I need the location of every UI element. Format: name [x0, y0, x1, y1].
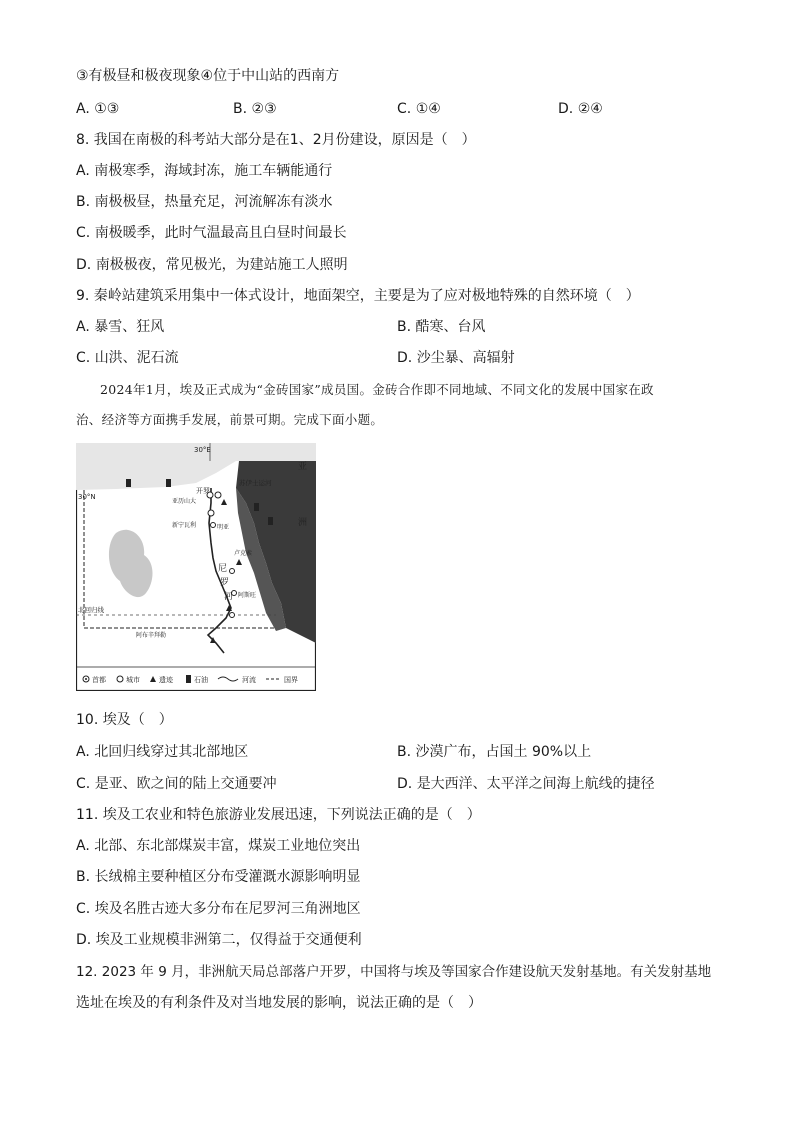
q11-option-d [76, 930, 362, 950]
oil-legend-icon [186, 675, 191, 683]
option-text: ②④ [577, 101, 603, 117]
option-text: 酷寒、台风 [415, 319, 486, 335]
q7-statements: ③有极昼和极夜现象④位于中山站的西南方 [76, 68, 340, 84]
q11-option-a [76, 836, 360, 856]
city-marker [230, 569, 235, 574]
q8-option-d [76, 255, 348, 275]
q12-stem-line-2: 选址在埃及的有利条件及对当地发展的影响，说法正确的是（ ） [76, 995, 482, 1011]
capital-legend-dot [85, 678, 87, 680]
q11-option-b [76, 867, 361, 887]
option-label: D. [76, 932, 92, 948]
option-text: 南极极夜，常见极光，为建站施工人照明 [95, 257, 348, 273]
legend-capital: 首都 [92, 676, 106, 684]
city-label: 新宁瓦利 [172, 522, 197, 529]
q7-option-d [558, 99, 603, 119]
option-label: A. [76, 838, 90, 854]
q9-option-b [397, 317, 486, 337]
q7-option-c [397, 99, 441, 119]
option-label: D. [397, 350, 413, 366]
option-text: 北回归线穿过其北部地区 [94, 744, 249, 760]
option-text: 暴雪、狂风 [94, 319, 165, 335]
q8-option-a [76, 161, 332, 181]
option-label: A. [76, 319, 90, 335]
legend-heritage: 遗迹 [159, 676, 173, 684]
option-text: 沙漠广布，占国土 90%以上 [415, 744, 592, 760]
city-marker [215, 492, 221, 498]
legend-oil: 石油 [194, 676, 208, 684]
option-label: C. [76, 225, 91, 241]
q10-option-b [397, 742, 591, 762]
option-label: C. [76, 776, 91, 792]
option-label: C. [76, 350, 91, 366]
passage-line-1: 2024年1月，埃及正式成为“金砖国家”成员国。金砖合作即不同地域、不同文化的发展中国家在政 [100, 382, 654, 397]
option-text: 长绒棉主要种植区分布受灌溉水源影响明显 [94, 869, 361, 885]
option-label: A. [76, 163, 90, 179]
q7-option-b [233, 99, 277, 119]
lat-label: 30°N [78, 493, 96, 501]
option-text: 北部、东北部煤炭丰富，煤炭工业地位突出 [94, 838, 361, 854]
option-text: 埃及名胜古迹大多分布在尼罗河三角洲地区 [94, 901, 361, 917]
city-marker [208, 510, 214, 516]
q10-option-d [397, 774, 655, 794]
q9-option-a [76, 317, 164, 337]
q9-option-c [76, 348, 179, 368]
passage-line-2: 治、经济等方面携手发展，前景可期。完成下面小题。 [76, 412, 384, 427]
option-label: B. [397, 744, 412, 760]
q10-option-a [76, 742, 248, 762]
city-label: 阿布辛拜勒 [136, 632, 167, 639]
city-label: 亚历山大 [172, 498, 197, 505]
city-label: 明亚 [217, 524, 230, 531]
q12-stem-line-1: 12. 2023 年 9 月，非洲航天局总部落户开罗，中国将与埃及等国家合作建设航天发射基地。有关发射基地 [76, 964, 712, 980]
q8-stem: 8. 我国在南极的科考站大部分是在1、2月份建设，原因是（ ） [76, 132, 476, 148]
city-label: 开罗 [196, 487, 210, 495]
oil-icon [126, 479, 131, 487]
city-legend-icon [117, 676, 123, 682]
legend-city: 城市 [126, 676, 140, 684]
legend-border: 国界 [284, 676, 298, 684]
option-label: D. [76, 257, 92, 273]
q11-option-c [76, 899, 361, 919]
option-label: B. [76, 869, 91, 885]
oil-icon [268, 517, 273, 525]
q10-option-c [76, 774, 277, 794]
region-label: 罗 [220, 578, 230, 588]
legend-river: 河流 [242, 676, 256, 684]
egypt-map [76, 443, 316, 691]
option-text: ②③ [251, 101, 277, 117]
q8-option-b [76, 192, 333, 212]
option-label: B. [76, 194, 91, 210]
city-label: 苏伊士运河 [239, 479, 272, 487]
option-label: A. [76, 101, 90, 117]
option-label: A. [76, 744, 90, 760]
option-text: 埃及工业规模非洲第二，仅得益于交通便利 [95, 932, 362, 948]
option-text: 是亚、欧之间的陆上交通要冲 [94, 776, 277, 792]
tropic-label: 北回归线 [78, 606, 104, 614]
q11-stem: 11. 埃及工农业和特色旅游业发展迅速，下列说法正确的是（ ） [76, 807, 481, 823]
option-label: C. [397, 101, 412, 117]
q7-option-a [76, 99, 119, 119]
region-label: 洲 [298, 518, 308, 528]
q9-stem: 9. 秦岭站建筑采用集中一体式设计，地面架空，主要是为了应对极地特殊的自然环境（ ） [76, 288, 640, 304]
region-label: 尼 [218, 564, 228, 574]
lon-label: 30°E [194, 446, 211, 454]
city-marker [211, 523, 216, 528]
option-label: D. [397, 776, 413, 792]
region-label: 河 [224, 592, 234, 602]
option-label: B. [397, 319, 412, 335]
option-text: 沙尘暴、高辐射 [416, 350, 515, 366]
q9-option-d [397, 348, 515, 368]
option-label: B. [233, 101, 248, 117]
option-text: 南极寒季，海域封冻，施工车辆能通行 [94, 163, 333, 179]
option-text: 南极暖季，此时气温最高且白昼时间最长 [94, 225, 347, 241]
city-label: 阿斯旺 [238, 592, 257, 599]
option-text: 是大西洋、太平洋之间海上航线的捷径 [416, 776, 655, 792]
city-marker [230, 613, 235, 618]
oil-icon [166, 479, 171, 487]
q8-option-c [76, 223, 347, 243]
oil-icon [254, 503, 259, 511]
q10-stem: 10. 埃及（ ） [76, 712, 173, 728]
region-label: 亚 [298, 462, 308, 472]
option-text: ①④ [415, 101, 441, 117]
option-text: 南极极昼，热量充足，河流解冻有淡水 [94, 194, 333, 210]
option-label: C. [76, 901, 91, 917]
city-label: 卢克索 [234, 550, 253, 557]
option-text: ①③ [94, 101, 120, 117]
option-text: 山洪、泥石流 [94, 350, 179, 366]
option-label: D. [558, 101, 574, 117]
